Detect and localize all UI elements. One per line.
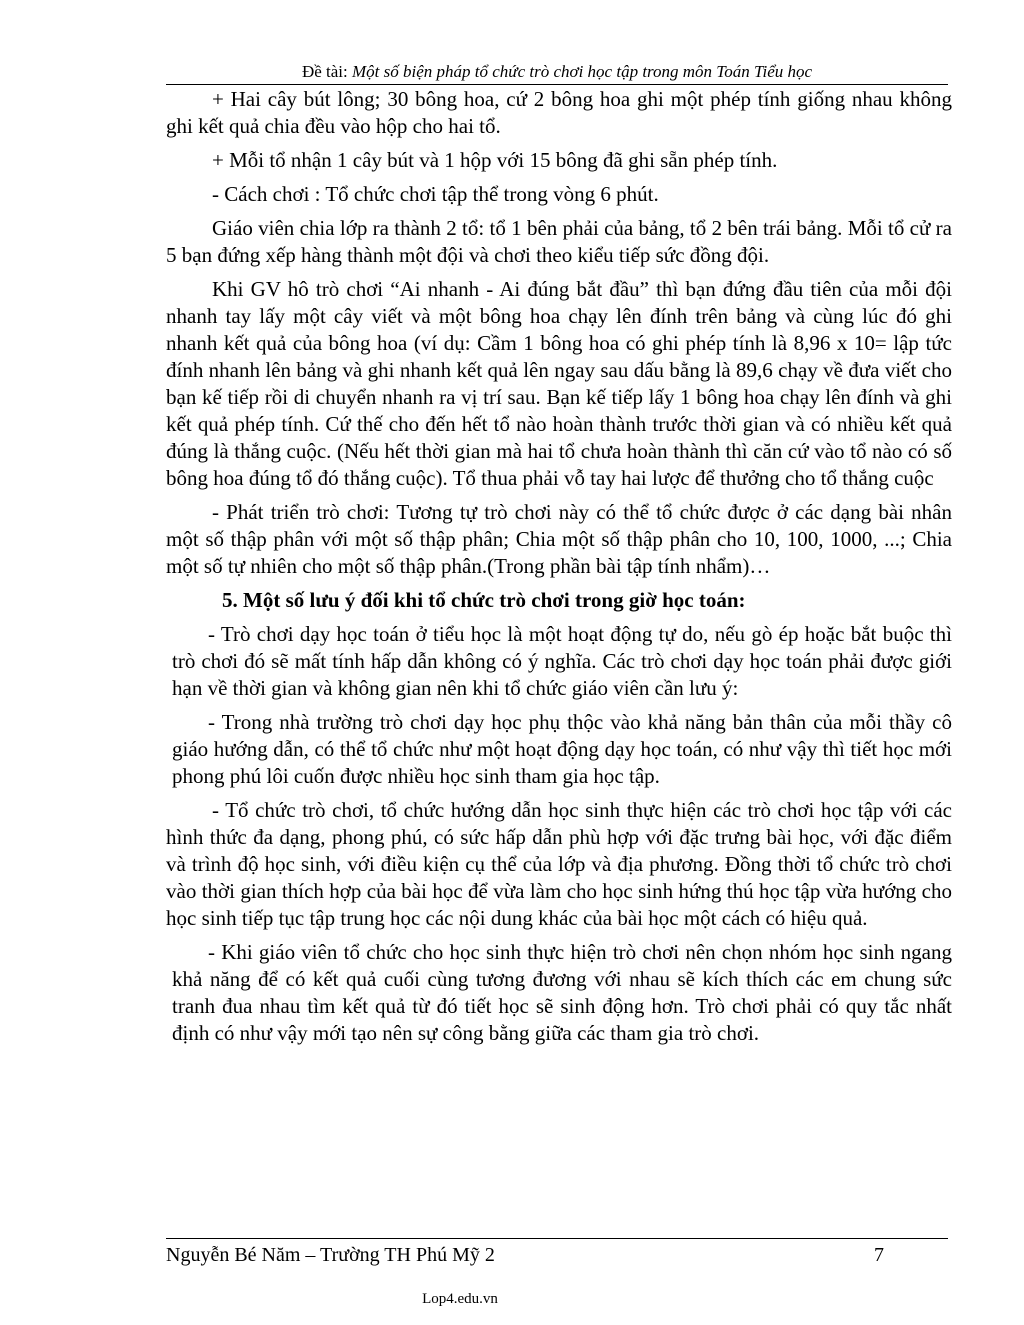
section-paragraph: - Tổ chức trò chơi, tổ chức hướng dẫn học sinh thực hiện các trò chơi học tập với các hình thức đa dạng, phong phú, có sức hấp dẫn phù hợp với đặc trưng bài học, với đặc điểm và trình độ học sinh, với điều kiện cụ thể của lớp và địa phương. Đồng thời tổ chức trò chơi vào thời gian thích hợp của bài học để vừa làm cho học sinh hứng thú học tập vừa hướng cho học sinh tiếp tục tập trung học các nội dung khác của bài học một cách có hiệu quả. (166, 798, 952, 930)
footer-author: Nguyễn Bé Năm – Trường TH Phú Mỹ 2 (166, 1244, 495, 1266)
section-paragraph: - Trò chơi dạy học toán ở tiểu học là một hoạt động tự do, nếu gò ép hoặc bắt buộc thì trò chơi đó sẽ mất tính hấp dẫn không có ý nghĩa. Các trò chơi dạy học toán phải được giới hạn về thời gian và không gian nên khi tổ chức giáo viên cần lưu ý: (172, 622, 952, 700)
body-paragraph: + Mỗi tổ nhận 1 cây bút và 1 hộp với 15 bông đã ghi sẵn phép tính. (212, 148, 778, 172)
header-divider (166, 84, 948, 85)
header-prefix: Đề tài: (301, 62, 353, 81)
section-heading: 5. Một số lưu ý đối khi tổ chức trò chơi trong giờ học toán: (222, 588, 746, 612)
document-body (166, 86, 952, 1054)
body-paragraph: Giáo viên chia lớp ra thành 2 tổ: tổ 1 bên phải của bảng, tổ 2 bên trái bảng. Mỗi tổ cử ra 5 bạn đứng xếp hàng thành một đội và chơi theo kiểu tiếp sức đồng đội. (166, 216, 952, 267)
footer-divider (166, 1238, 948, 1239)
page-header (166, 62, 948, 82)
page-number: 7 (874, 1244, 884, 1266)
watermark-text: Lop4.edu.vn (422, 1291, 498, 1307)
body-paragraph: - Cách chơi : Tổ chức chơi tập thể trong vòng 6 phút. (212, 182, 659, 206)
body-paragraph: + Hai cây bút lông; 30 bông hoa, cứ 2 bông hoa ghi một phép tính giống nhau không ghi kết quả chia đều vào hộp cho hai tổ. (166, 87, 952, 138)
body-paragraph: - Phát triển trò chơi: Tương tự trò chơi này có thể tổ chức được ở các dạng bài nhân một số thập phân với một số thập phân; Chia một số thập phân cho 10, 100, 1000, ...; Chia một số tự nhiên cho một số thập phân.(Trong phần bài tập tính nhẩm)… (166, 500, 952, 578)
section-paragraph: - Trong nhà trường trò chơi dạy học phụ thộc vào khả năng bản thân của mỗi thầy cô giáo hướng dẫn, có thể tổ chức như một hoạt động dạy học toán, có như vậy thì tiết học mới phong phú lôi cuốn được nhiều học sinh tham gia học tập. (172, 710, 952, 788)
section-paragraph: - Khi giáo viên tổ chức cho học sinh thực hiện trò chơi nên chọn nhóm học sinh ngang khả năng để có kết quả cuối cùng tương đương với nhau sẽ kích thích các em chung sức tranh đua nhau tìm kết quả từ đó tiết học sẽ sinh động hơn. Trò chơi phải có quy tắc nhất định có như vậy mới tạo nên sự công bằng giữa các tham gia trò chơi. (172, 940, 952, 1045)
header-topic-title: Một số biện pháp tổ chức trò chơi học tập trong môn Toán Tiểu học (352, 62, 813, 81)
body-paragraph: Khi GV hô trò chơi “Ai nhanh - Ai đúng bắt đầu” thì bạn đứng đầu tiên của mỗi đội nhanh tay lấy một cây viết và một bông hoa chạy lên đính trên bảng và cùng lúc đó ghi nhanh kết quả của bông hoa (ví dụ: Cầm 1 bông hoa có ghi phép tính là 8,96 x 10= lập tức đính nhanh lên bảng và ghi nhanh kết quả lên ngay sau dấu bằng là 89,6 chạy về đưa viết cho bạn kế tiếp rồi di chuyển nhanh ra vị trí sau. Bạn kế tiếp lấy 1 bông hoa chạy lên đính và ghi kết quả phép tính. Cứ thế cho đến hết tổ nào hoàn thành trước thời gian và có nhiều kết quả đúng là thắng cuộc. (Nếu hết thời gian mà hai tổ chưa hoàn thành thì căn cứ vào tổ nào có số bông hoa đúng tổ đó thắng cuộc). Tổ thua phải vỗ tay hai lược để thưởng cho tổ thắng cuộc (166, 277, 952, 490)
